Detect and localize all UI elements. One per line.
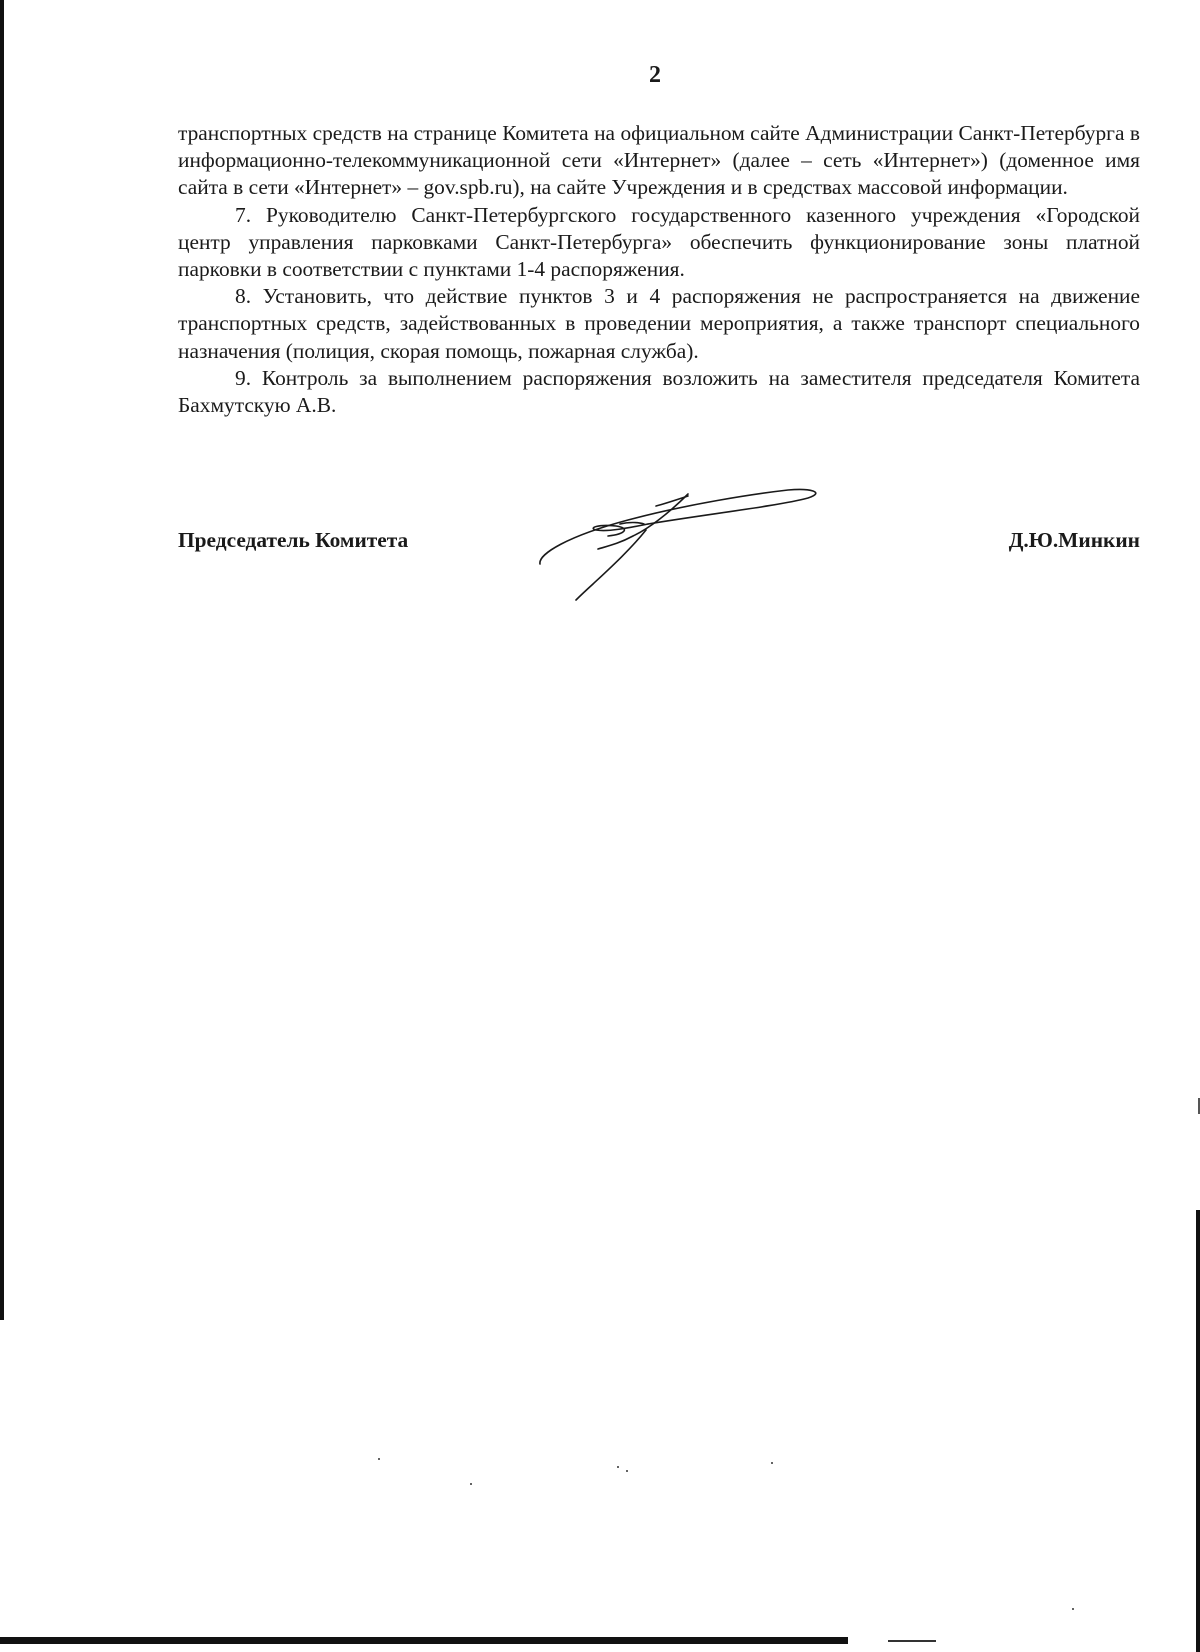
scan-dust <box>1072 1608 1074 1610</box>
scan-dust <box>626 1470 628 1472</box>
scan-edge-bottom-mark <box>888 1640 936 1642</box>
scan-dust <box>771 1462 773 1464</box>
signer-title: Председатель Комитета <box>178 528 409 552</box>
scan-edge-right <box>1196 1210 1200 1652</box>
page-number: 2 <box>649 62 661 88</box>
scan-edge-bottom <box>0 1637 848 1644</box>
scan-dust <box>617 1466 619 1468</box>
signer-name: Д.Ю.Минкин <box>1008 528 1140 552</box>
paragraph-item-7: 7. Руководителю Санкт-Петербургского государственного казенного учреждения «Городской центр управления парковками Санкт-Петербурга» обеспечить функционирование зоны платной парковки в соответствии с пунктами 1-4 распоряжения. <box>178 202 1140 282</box>
scan-dust <box>378 1458 380 1460</box>
handwritten-signature <box>538 484 828 602</box>
scan-dust <box>470 1483 472 1485</box>
paragraph-continuation: транспортных средств на странице Комитета на официальном сайте Администрации Санкт-Петербурга в информационно-телекоммуникационной сети «Интернет» (далее – сеть «Интернет») (доменное имя сайта в сети «Интернет» – gov.spb.ru), на сайте Учреждения и в средствах массовой информации. <box>178 121 1140 200</box>
paragraph-item-8: 8. Установить, что действие пунктов 3 и 4 распоряжения не распространяется на движение транспортных средств, задействованных в проведении мероприятия, а также транспорт специального назначения (полиция, скорая помощь, пожарная служба). <box>178 284 1140 363</box>
document-body <box>178 120 1140 419</box>
scan-edge-left <box>0 0 4 1320</box>
paragraph-item-9: 9. Контроль за выполнением распоряжения возложить на заместителя председателя Комитета Бахмутскую А.В. <box>178 365 1140 418</box>
